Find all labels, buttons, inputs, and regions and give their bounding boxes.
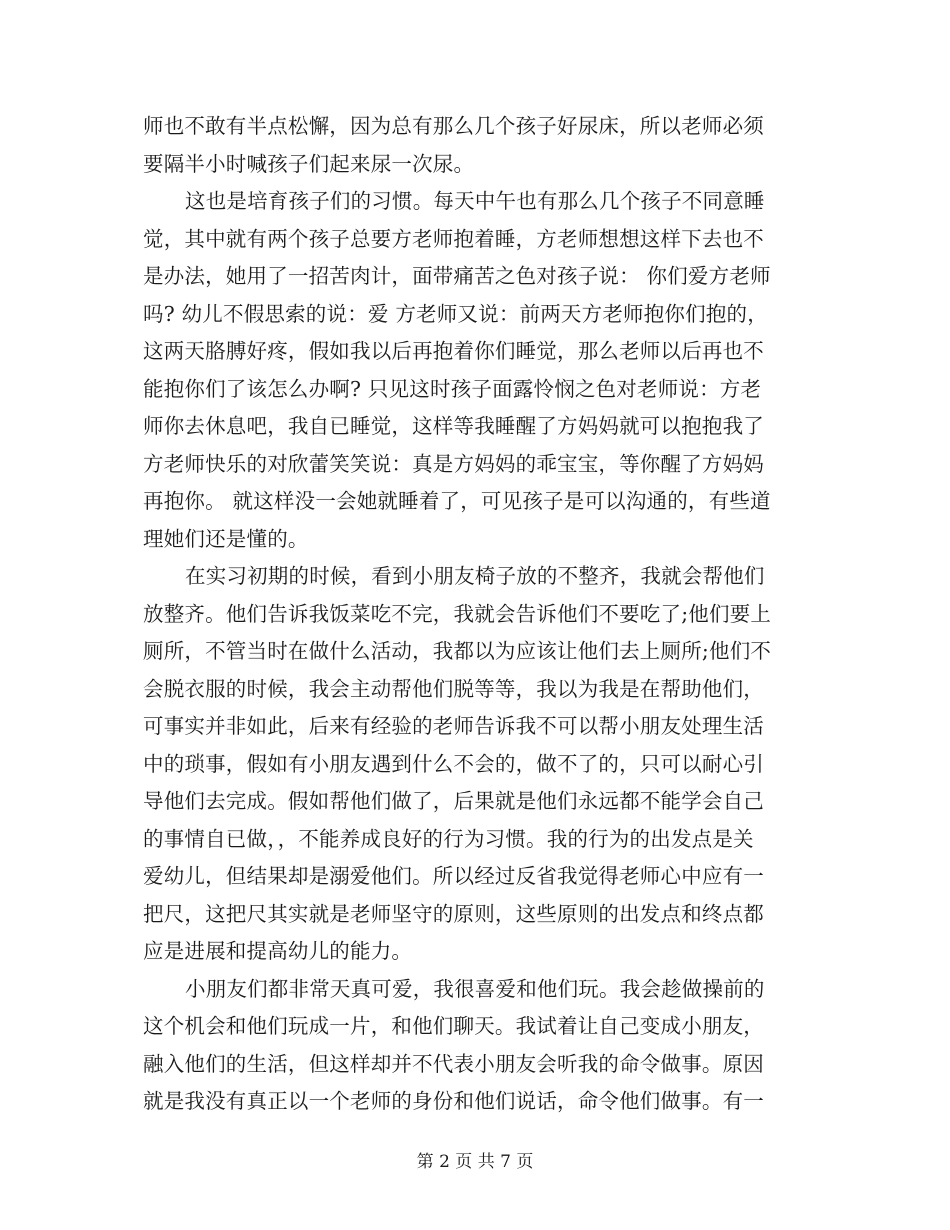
text-line: 爱幼儿，但结果却是溺爱他们。所以经过反省我觉得老师心中应有一 xyxy=(143,864,764,888)
page-number-footer: 第 2 页 共 7 页 xyxy=(416,1152,534,1172)
text-line: 这两天胳膊好疼，假如我以后再抱着你们睡觉，那么老师以后再也不 xyxy=(143,339,764,363)
text-line: 师也不敢有半点松懈，因为总有那么几个孩子好尿床，所以老师必须 xyxy=(143,114,764,138)
text-line: 应是进展和提高幼儿的能力。 xyxy=(143,939,413,963)
text-line: 导他们去完成。假如帮他们做了，后果就是他们永远都不能学会自己 xyxy=(143,789,764,813)
text-line: 吗? 幼儿不假思索的说：爱 方老师又说：前两天方老师抱你们抱的， xyxy=(143,301,768,326)
text-line: 放整齐。他们告诉我饭菜吃不完，我就会告诉他们不要吃了;他们要上 xyxy=(143,601,772,626)
body-text xyxy=(143,108,807,1121)
text-line: 觉，其中就有两个孩子总要方老师抱着睡，方老师想想这样下去也不 xyxy=(143,226,764,251)
text-line: 可事实并非如此，后来有经验的老师告诉我不可以帮小朋友处理生活 xyxy=(143,714,764,738)
text-line: 方老师快乐的对欣蕾笑笑说：真是方妈妈的乖宝宝，等你醒了方妈妈 xyxy=(143,451,764,476)
text-line: 就是我没有真正以一个老师的身份和他们说话，命令他们做事。有一 xyxy=(143,1089,764,1113)
text-line: 的事情自已做，，不能养成良好的行为习惯。我的行为的出发点是关 xyxy=(143,826,754,851)
text-line: 再抱你。 就这样没一会她就睡着了，可见孩子是可以沟通的，有些道 xyxy=(143,489,771,513)
text-line: 理她们还是懂的。 xyxy=(143,526,309,551)
text-line: 要隔半小时喊孩子们起来尿一次尿。 xyxy=(143,151,475,176)
text-line: 会脱衣服的时候，我会主动帮他们脱等等，我以为我是在帮助他们， xyxy=(143,676,764,701)
text-line: 把尺，这把尺其实就是老师坚守的原则，这些原则的出发点和终点都 xyxy=(143,901,764,926)
paragraph-first-line: 在实习初期的时候，看到小朋友椅子放的不整齐，我就会帮他们 xyxy=(185,564,765,588)
text-line: 厕所，不管当时在做什么活动，我都以为应该让他们去上厕所;他们不 xyxy=(143,639,772,663)
text-line: 是办法，她用了一招苦肉计，面带痛苦之色对孩子说： 你们爱方老师 xyxy=(143,264,771,288)
text-line: 能抱你们了该怎么办啊? 只见这时孩子面露怜悯之色对老师说：方老 xyxy=(143,376,762,401)
text-line: 这个机会和他们玩成一片，和他们聊天。我试着让自己变成小朋友， xyxy=(143,1014,764,1038)
text-line: 师你去休息吧，我自已睡觉，这样等我睡醒了方妈妈就可以抱抱我了 xyxy=(143,414,764,438)
paragraph-first-line: 小朋友们都非常天真可爱，我很喜爱和他们玩。我会趁做操前的 xyxy=(185,976,765,1001)
text-line: 融入他们的生活，但这样却并不代表小朋友会听我的命令做事。原因 xyxy=(143,1051,764,1076)
paragraph-first-line: 这也是培育孩子们的习惯。每天中午也有那么几个孩子不同意睡 xyxy=(185,189,765,213)
text-line: 中的琐事，假如有小朋友遇到什么不会的，做不了的，只可以耐心引 xyxy=(143,751,764,776)
